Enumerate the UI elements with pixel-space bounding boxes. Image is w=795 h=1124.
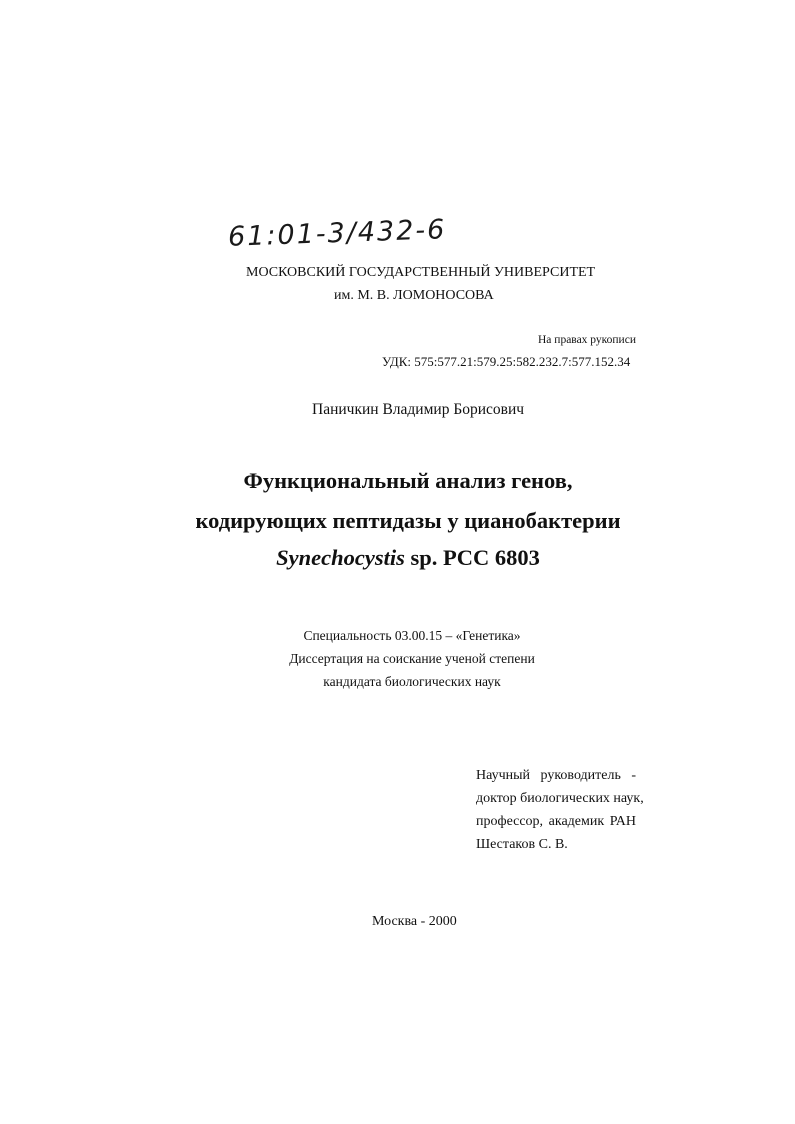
- strain-name: sp. PCC 6803: [404, 545, 540, 570]
- specialty-line: Специальность 03.00.15 – «Генетика»: [303, 628, 521, 643]
- manuscript-rights-note: На правах рукописи: [538, 334, 636, 346]
- city-year: Москва - 2000: [372, 914, 457, 929]
- supervisor-role: Научный руководитель -: [476, 768, 636, 783]
- udk-code: УДК: 575:577.21:579.25:582.232.7:577.152.34: [382, 354, 631, 369]
- university-name: им. М. В. ЛОМОНОСОВА: [334, 288, 494, 303]
- degree-line: кандидата биологических наук: [323, 674, 501, 689]
- handwritten-archive-code: 61:01-3/432-6: [227, 214, 447, 253]
- dissertation-line: Диссертация на соискание ученой степени: [289, 651, 535, 666]
- author-name: Паничкин Владимир Борисович: [312, 401, 525, 418]
- supervisor-name: Шестаков С. В.: [476, 837, 568, 852]
- supervisor-block: [476, 764, 644, 856]
- supervisor-title: профессор, академик РАН: [476, 814, 636, 829]
- supervisor-degree: доктор биологических наук,: [476, 791, 644, 806]
- title-line-2: кодирующих пептидазы у цианобактерии: [195, 508, 621, 533]
- title-line-3: [150, 545, 666, 571]
- university-heading: МОСКОВСКИЙ ГОСУДАРСТВЕННЫЙ УНИВЕРСИТЕТ: [246, 265, 596, 280]
- species-name: Synechocystis: [276, 545, 405, 570]
- title-line-1: Функциональный анализ генов,: [243, 468, 573, 493]
